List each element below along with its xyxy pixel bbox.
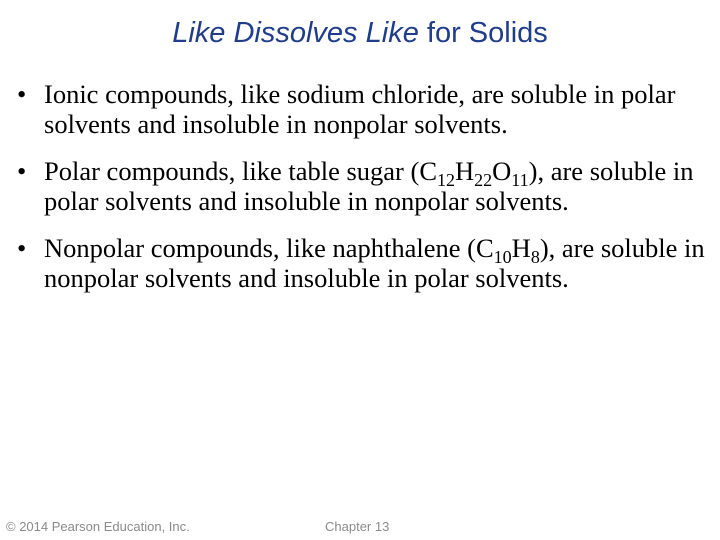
subscript: 8 bbox=[530, 247, 540, 267]
text-segment: ), are soluble in polar solvents and insoluble in nonpolar solvents. bbox=[44, 156, 694, 216]
subscript: 11 bbox=[511, 170, 529, 190]
subscript: 10 bbox=[493, 247, 512, 267]
subscript: 12 bbox=[437, 170, 456, 190]
title-plain-part: for Solids bbox=[418, 17, 548, 49]
bullet-item-polar bbox=[14, 156, 714, 216]
footer-chapter: Chapter 13 bbox=[325, 519, 390, 534]
bullet-item-nonpolar bbox=[14, 233, 714, 293]
text-segment: Polar compounds, like table sugar (C bbox=[44, 156, 438, 186]
text-segment: ), are soluble in nonpolar solvents and insoluble in polar solvents. bbox=[44, 233, 705, 293]
text-segment: Nonpolar compounds, like naphthalene (C bbox=[44, 233, 494, 263]
bullet-marker: • bbox=[17, 233, 27, 263]
bullet-text: Ionic compounds, like sodium chloride, are soluble in polar solvents and insoluble in nonpolar solvents. bbox=[44, 79, 676, 139]
footer-copyright: © 2014 Pearson Education, Inc. bbox=[6, 519, 190, 534]
text-segment: H bbox=[511, 233, 531, 263]
text-segment: H bbox=[455, 156, 475, 186]
slide-title bbox=[0, 14, 720, 52]
bullet-list bbox=[14, 79, 714, 310]
bullet-marker: • bbox=[17, 79, 27, 109]
bullet-marker: • bbox=[17, 156, 27, 186]
text-segment: O bbox=[492, 156, 512, 186]
bullet-text bbox=[44, 233, 705, 293]
bullet-item-ionic bbox=[14, 79, 714, 139]
subscript: 22 bbox=[474, 170, 493, 190]
title-italic-part: Like Dissolves Like bbox=[172, 17, 419, 49]
bullet-text bbox=[44, 156, 693, 216]
